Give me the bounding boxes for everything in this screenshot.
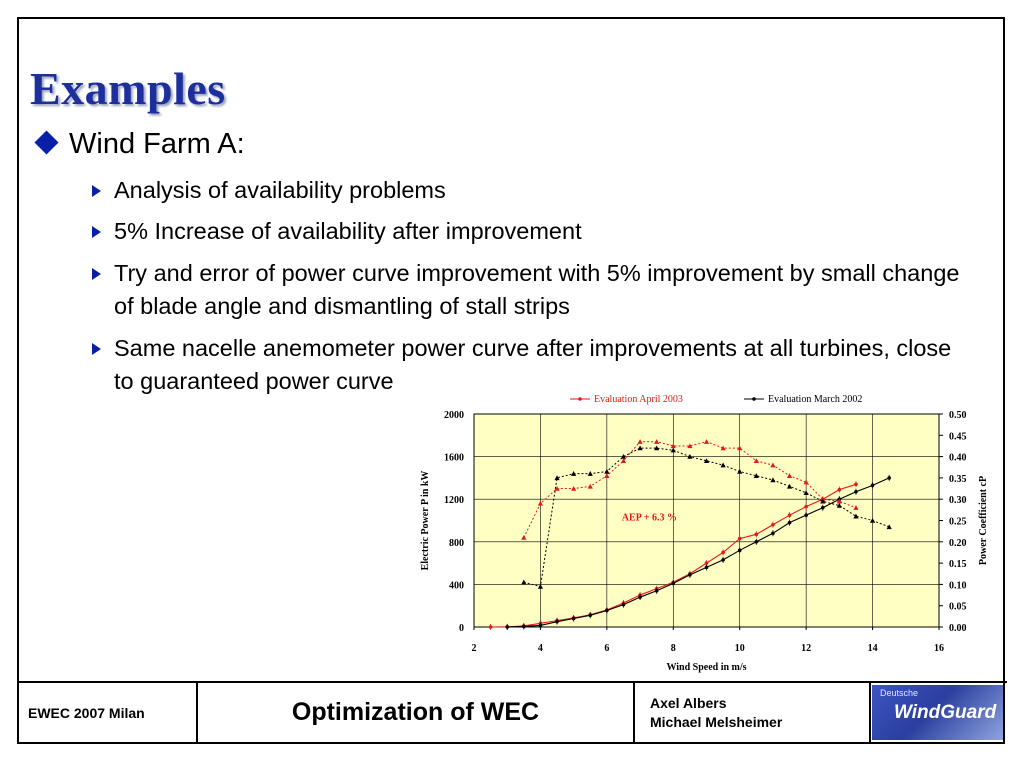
x-tick-label: 16 (934, 643, 944, 654)
sub-bullet-text: 5% Increase of availability after improvement (114, 218, 582, 244)
legend-marker (752, 397, 756, 401)
y-axis-label: Electric Power P in kW (420, 470, 431, 571)
triangle-bullet-icon (92, 185, 101, 197)
aep-annotation: AEP + 6.3 % (621, 512, 677, 524)
footer-event: EWEC 2007 Milan (28, 704, 145, 721)
legend-label: Evaluation March 2002 (768, 394, 863, 405)
y2-tick-label: 0.05 (949, 601, 967, 613)
triangle-bullet-icon (92, 226, 101, 238)
y2-tick-label: 0.15 (949, 559, 967, 571)
y2-tick-label: 0.35 (949, 473, 967, 485)
slide-title: Examples (30, 63, 226, 114)
sub-bullet-4 (92, 332, 972, 398)
y2-tick-label: 0.25 (949, 516, 967, 528)
sub-bullet-2 (92, 215, 972, 248)
legend-label: Evaluation April 2003 (594, 394, 683, 405)
footer-sep (633, 683, 635, 742)
triangle-bullet-icon (92, 268, 101, 280)
footer-sep (869, 683, 871, 742)
y-tick-label: 1200 (444, 495, 464, 507)
logo-small-text: Deutsche (880, 688, 919, 698)
sub-bullet-3 (92, 257, 972, 323)
y-tick-label: 800 (449, 537, 464, 549)
y2-tick-label: 0.10 (949, 580, 967, 592)
x-tick-label: 2 (471, 643, 477, 654)
y2-tick-label: 0.20 (949, 537, 967, 549)
sub-bullet-text: Try and error of power curve improvement with 5% improvement by small change of blade angle and dismantling of stall strips (114, 260, 960, 319)
chart-svg (412, 390, 1012, 678)
y2-tick-label: 0.00 (949, 623, 967, 634)
x-tick-label: 4 (537, 643, 543, 654)
y2-tick-label: 0.40 (949, 452, 967, 464)
x-tick-label: 6 (604, 643, 610, 654)
y2-axis-label: Power Coefficient cP (978, 475, 989, 566)
y-tick-label: 400 (449, 580, 464, 592)
y-tick-label: 2000 (444, 410, 464, 421)
footer-topic: Optimization of WEC (291, 698, 540, 726)
triangle-bullet-icon (92, 343, 101, 355)
y-tick-label: 0 (459, 623, 464, 634)
footer-authors (650, 683, 865, 742)
y2-tick-label: 0.45 (949, 431, 967, 443)
sub-bullet-text: Analysis of availability problems (114, 177, 446, 203)
bullet-wind-farm (38, 128, 245, 161)
x-tick-label: 10 (734, 643, 745, 654)
author-name: Michael Melsheimer (650, 713, 783, 730)
x-tick-label: 12 (801, 643, 812, 654)
x-tick-label: 14 (867, 643, 878, 654)
y-tick-label: 1600 (444, 452, 464, 464)
power-curve-chart (412, 390, 1012, 678)
plot-area (474, 414, 939, 627)
y2-tick-label: 0.30 (949, 495, 967, 507)
x-axis-label: Wind Speed in m/s (666, 662, 747, 673)
diamond-bullet-icon (34, 130, 58, 154)
bullet-wind-farm-text: Wind Farm A: (69, 128, 245, 160)
y2-tick-label: 0.50 (949, 410, 967, 421)
x-tick-label: 8 (670, 643, 676, 654)
sub-bullet-1 (92, 174, 972, 207)
legend-marker (578, 397, 582, 401)
logo-big-text: WindGuard (894, 702, 997, 723)
sub-bullet-text: Same nacelle anemometer power curve after improvements at all turbines, close to guaranteed power curve (114, 335, 952, 394)
windguard-logo (872, 685, 1003, 740)
author-name: Axel Albers (650, 694, 727, 711)
